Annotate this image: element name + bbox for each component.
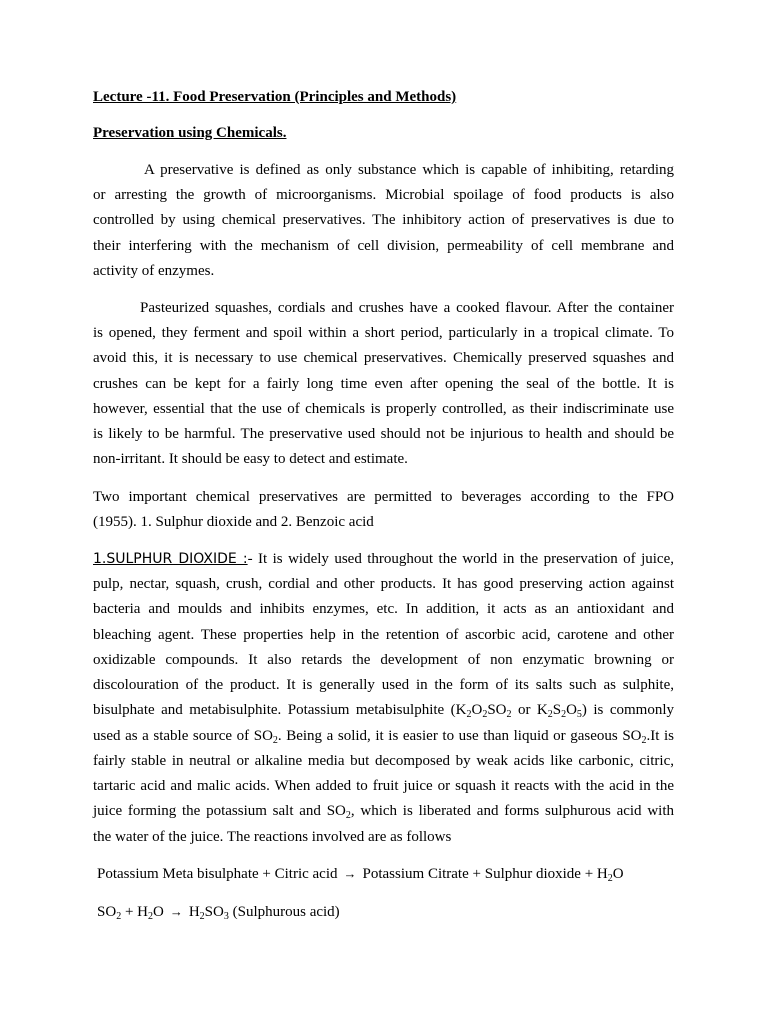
- text-line: oxidizable compounds. It also retards the development of non enzymatic browning or: [93, 652, 674, 668]
- reaction-equation-2: $SO_2 + H_2O \to H_2SO_3$ (Sulphurous acid): [97, 904, 340, 922]
- text-line: (1955). 1. Sulphur dioxide and 2. Benzoic acid: [93, 514, 374, 530]
- lecture-heading: Lecture -11. Food Preservation (Principles and Methods): [93, 89, 457, 105]
- text-line: is opened, they ferment and spoil within a short period, particularly in a tropical climate. To: [93, 325, 674, 341]
- text-line: 1.SULPHUR DIOXIDE :- It is widely used throughout the world in the preservation of juice,: [93, 551, 674, 567]
- text-line: juice forming the potassium salt and $SO_2$, which is liberated and forms sulphurous acid with: [93, 803, 674, 821]
- text-line: discolouration of the product. It is generally used in the form of its salts such as sulphite,: [93, 677, 674, 693]
- text-line: non-irritant. It should be easy to detect and estimate.: [93, 451, 408, 467]
- text-line: used as a stable source of $SO_2$. Being a solid, it is easier to use than liquid or gaseous $SO_2.It$ is: [93, 728, 674, 746]
- text-line: pulp, nectar, squash, crush, cordial and other products. It has good preserving action against: [93, 576, 674, 592]
- text-line: however, essential that the use of chemicals is properly controlled, as their indiscriminate use: [93, 401, 674, 417]
- text-line: or arresting the growth of microorganisms. Microbial spoilage of food products is also: [93, 187, 674, 203]
- text-line: Two important chemical preservatives are permitted to beverages according to the FPO: [93, 489, 674, 505]
- text-line: Pasteurized squashes, cordials and crushes have a cooked flavour. After the container: [140, 300, 674, 316]
- reaction-arrow-icon: →: [343, 866, 357, 881]
- section-heading: Preservation using Chemicals.: [93, 125, 287, 141]
- text-line: tartaric acid and malic acids. When added to fruit juice or squash it reacts with the acid in the: [93, 778, 674, 794]
- sulphur-dioxide-label: 1.SULPHUR DIOXIDE :: [93, 551, 248, 567]
- text-line: controlled by using chemical preservatives. The inhibitory action of preservatives is due to: [93, 212, 674, 228]
- text-line: A preservative is defined as only substance which is capable of inhibiting, retarding: [144, 162, 674, 178]
- reaction-arrow-icon: →: [169, 904, 183, 919]
- text-line: crushes can be kept for a fairly long time even after opening the seal of the bottle. It is: [93, 376, 674, 392]
- text-line: avoid this, it is necessary to use chemical preservatives. Chemically preserved squashes and: [93, 350, 674, 366]
- text-line: bacteria and moulds and inhibits enzymes, etc. In addition, it acts as an antioxidant and: [93, 601, 674, 617]
- text-line: bisulphate and metabisulphite. Potassium metabisulphite ($K_2O_2SO_2$ or $K_2S_2O_5$) is commonly: [93, 702, 674, 720]
- text-line: the water of the juice. The reactions involved are as follows: [93, 829, 452, 845]
- text-line: bleaching agent. These properties help in the retention of ascorbic acid, carotene and other: [93, 627, 674, 643]
- reaction-equation-1: Potassium Meta bisulphate + Citric acid → Potassium Citrate + Sulphur dioxide + $H_2O$: [97, 866, 624, 884]
- text-line: activity of enzymes.: [93, 263, 215, 279]
- text-line: fairly stable in neutral or alkaline media but decomposed by weak acids like carbonic, citric,: [93, 753, 674, 769]
- text-line: is likely to be harmful. The preservative used should not be injurious to health and should be: [93, 426, 674, 442]
- text-line: their interfering with the mechanism of cell division, permeability of cell membrane and: [93, 238, 674, 254]
